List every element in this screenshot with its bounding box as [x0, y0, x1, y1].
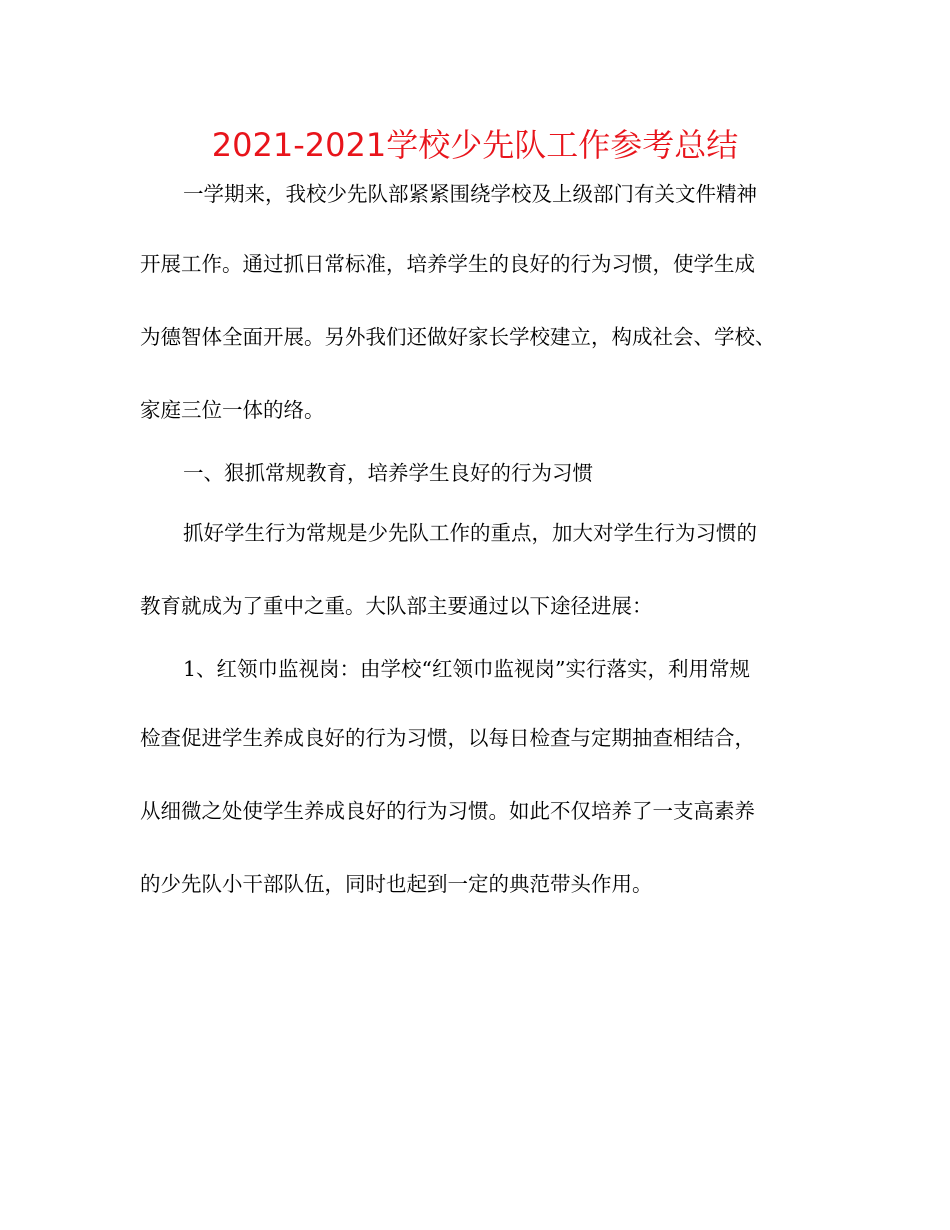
paragraph-line: 教育就成为了重中之重。大队部主要通过以下途径进展： [140, 594, 653, 618]
paragraph-line: 从细微之处使学生养成良好的行为习惯。如此不仅培养了一支高素养 [140, 799, 755, 823]
paragraph-line: 检查促进学生养成良好的行为习惯，以每日检查与定期抽查相结合， [140, 726, 755, 750]
paragraph-line: 开展工作。通过抓日常标准，培养学生的良好的行为习惯，使学生成 [140, 252, 755, 276]
paragraph-line: 抓好学生行为常规是少先队工作的重点，加大对学生行为习惯的 [183, 521, 757, 545]
section-heading: 一、狠抓常规教育，培养学生良好的行为习惯 [183, 461, 593, 485]
paragraph-line: 家庭三位一体的络。 [140, 398, 325, 422]
document-title: 2021-2021学校少先队工作参考总结 [211, 126, 739, 164]
paragraph-line: 的少先队小干部队伍，同时也起到一定的典范带头作用。 [140, 872, 653, 896]
paragraph-line: 为德智体全面开展。另外我们还做好家长学校建立，构成社会、学校、 [140, 325, 776, 349]
paragraph-line: 一学期来，我校少先队部紧紧围绕学校及上级部门有关文件精神 [183, 182, 757, 206]
paragraph-line: 1、红领巾监视岗：由学校“红领巾监视岗”实行落实，利用常规 [183, 657, 751, 681]
